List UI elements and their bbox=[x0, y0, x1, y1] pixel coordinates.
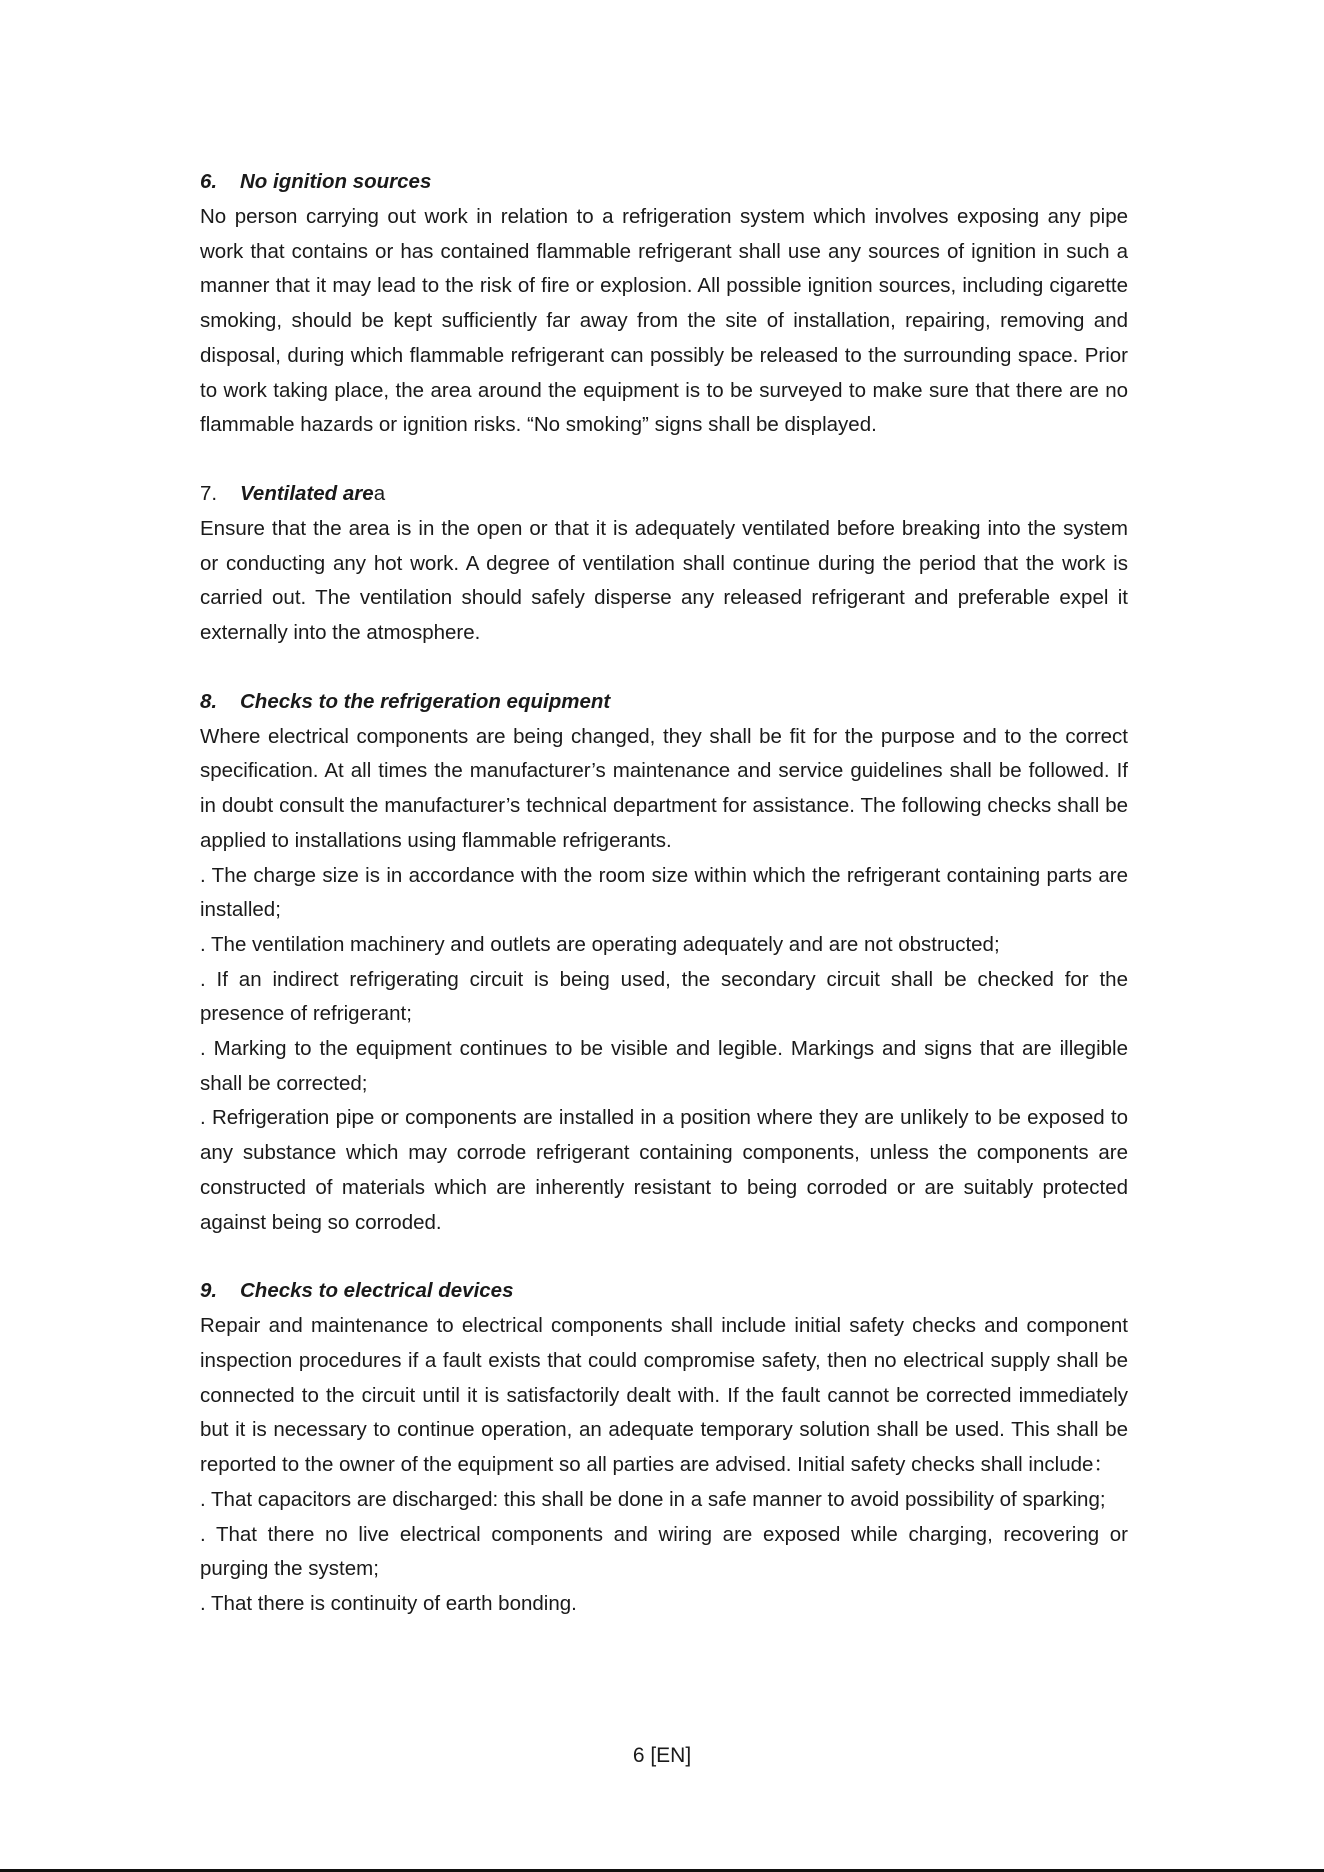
section-heading bbox=[200, 476, 1128, 512]
section-9 bbox=[200, 1273, 1128, 1621]
list-item: . That there is continuity of earth bonding. bbox=[200, 1591, 577, 1615]
section-heading bbox=[200, 164, 1128, 200]
section-title: Checks to electrical devices bbox=[240, 1279, 514, 1303]
section-paragraph: Repair and maintenance to electrical components shall include initial safety checks and component inspection procedures if a fault exists that could compromise safety, then no electrical supply shall be connected to the circuit until it is satisfactorily dealt with. If the fault cannot be corrected immediately but it is necessary to continue operation, an adequate temporary solution shall be used. This shall be reported to the owner of the equipment so all parties are advised. Initial safety checks shall include： bbox=[200, 1314, 1128, 1477]
list-item: . That capacitors are discharged: this shall be done in a safe manner to avoid possibility of sparking; bbox=[200, 1487, 1106, 1511]
list-item: . If an indirect refrigerating circuit is being used, the secondary circuit shall be checked for the presence of refrigerant; bbox=[200, 967, 1128, 1026]
section-6 bbox=[200, 164, 1128, 443]
section-title: No ignition sources bbox=[240, 170, 432, 193]
list-item: . The ventilation machinery and outlets are operating adequately and are not obstructed; bbox=[200, 932, 1000, 956]
section-7 bbox=[200, 476, 1128, 651]
list-item: . Refrigeration pipe or components are installed in a position where they are unlikely to be exposed to any substance which may corrode refrigerant containing components, unless the components are constructed of materials which are inherently resistant to being corroded or are suitably protected against being so corroded. bbox=[200, 1106, 1128, 1234]
section-number: 6. bbox=[200, 170, 218, 193]
section-paragraph: Where electrical components are being changed, they shall be fit for the purpose and to the correct specification. At all times the manufacturer’s maintenance and service guidelines shall be followed. If in doubt consult the manufacturer’s technical department for assistance. The following checks shall be applied to installations using flammable refrigerants. bbox=[200, 724, 1128, 852]
section-paragraph: No person carrying out work in relation to a refrigeration system which involves exposing any pipe work that contains or has contained flammable refrigerant shall use any sources of ignition in such a manner that it may lead to the risk of fire or explosion. All possible ignition sources, including cigarette smoking, should be kept sufficiently far away from the site of installation, repairing, removing and disposal, during which flammable refrigerant can possibly be released to the surrounding space. Prior to work taking place, the area around the equipment is to be surveyed to make sure that there are no flammable hazards or ignition risks. “No smoking” signs shall be displayed. bbox=[200, 205, 1128, 437]
list-item: . Marking to the equipment continues to be visible and legible. Markings and signs that are illegible shall be corrected; bbox=[200, 1037, 1128, 1095]
section-number: 9. bbox=[200, 1279, 218, 1303]
section-number: 8. bbox=[200, 689, 218, 713]
section-heading bbox=[200, 684, 1128, 720]
section-heading bbox=[200, 1273, 1128, 1309]
list-item: . The charge size is in accordance with the room size within which the refrigerant containing parts are installed; bbox=[200, 863, 1128, 922]
document-body bbox=[200, 164, 1128, 1622]
list-item: . That there no live electrical components and wiring are exposed while charging, recovering or purging the system; bbox=[200, 1522, 1128, 1581]
section-title: Checks to the refrigeration equipment bbox=[240, 689, 611, 713]
section-number: 7. bbox=[200, 481, 218, 505]
section-paragraph: Ensure that the area is in the open or that it is adequately ventilated before breaking into the system or conducting any hot work. A degree of ventilation shall continue during the period that the work is carried out. The ventilation should safely disperse any released refrigerant and preferable expel it externally into the atmosphere. bbox=[200, 516, 1128, 645]
page-number: 6 [EN] bbox=[632, 1744, 692, 1767]
section-8 bbox=[200, 684, 1128, 1241]
section-title: Ventilated are bbox=[240, 481, 374, 505]
section-title-suffix: a bbox=[373, 481, 386, 505]
